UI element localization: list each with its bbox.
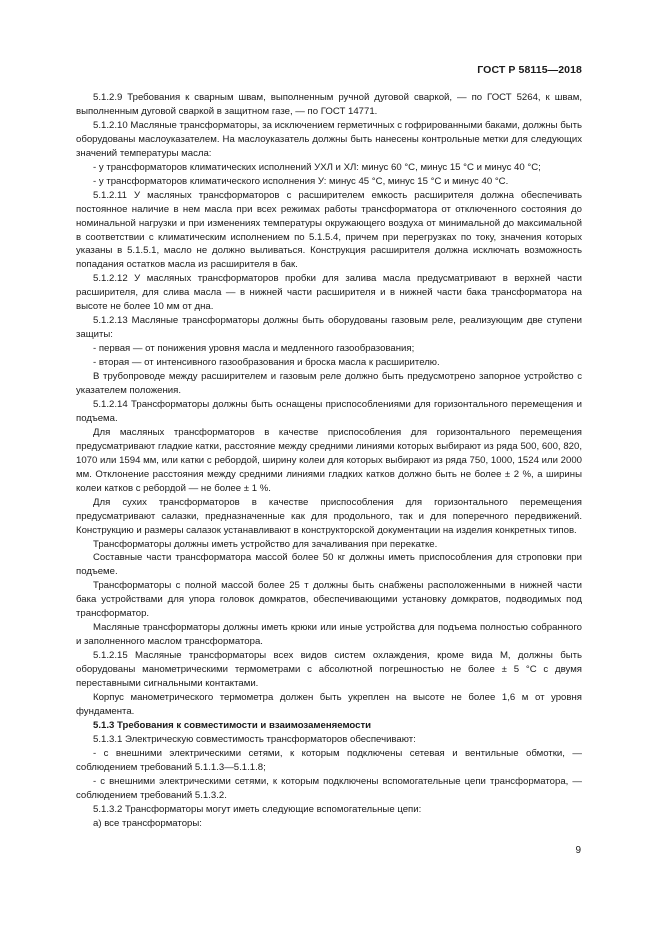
paragraph: Корпус манометрического термометра должен быть укреплен на высоте не более 1,6 м от уровня фундамента. [76,691,582,717]
document-body [76,91,582,831]
paragraph: 5.1.2.13 Масляные трансформаторы должны быть оборудованы газовым реле, реализующим две ступени защиты: [76,315,582,341]
paragraph: 5.1.2.9 Требования к сварным швам, выполненным ручной дуговой сваркой, — по ГОСТ 5264, к швам, выполненным дуговой сваркой в защитном газе, — по ГОСТ 14771. [76,92,582,117]
paragraph: а) все трансформаторы: [93,817,202,829]
paragraph: - первая — от понижения уровня масла и медленного газообразования; [93,343,415,355]
paragraph: Для масляных трансформаторов в качестве приспособления для горизонтального перемещения предусматривают гладкие катки, расстояние между средними линиями которых выбирают из ряда 500, 600, 820, 1070 или 1594 мм, или катки с ребордой, ширину колеи для которых выбирают из ряда 750, 1000, 1524 или 2000 мм. Отклонение расстояния между средними линиями гладких катков должно быть не более ± 2 %, а ширины колеи катков с ребордой — не более ± 1 %. [76,426,582,494]
paragraph: - с внешними электрическими сетями, к которым подключены сетевая и вентильные обмотки, — соблюдением требований 5.1.1.3—5.1.1.8; [76,747,582,773]
paragraph: Трансформаторы с полной массой более 25 т должны быть снабжены расположенными в нижней части бака устройствами для упора головок домкратов, обеспечивающими установку домкратов, подводимых под трансформатор. [76,580,582,620]
paragraph: Для сухих трансформаторов в качестве приспособления для горизонтального перемещения предусматривают салазки, предназначенные как для продольного, так и для поперечного передвижений. Конструкцию и размеры салазок устанавливают в конструкторской документации на изделия конкретных типов. [76,496,582,536]
paragraph: 5.1.2.10 Масляные трансформаторы, за исключением герметичных с гофрированными баками, должны быть оборудованы маслоуказателем. На маслоуказатель должны быть нанесены контрольные метки для следующих значений температуры масла: [76,119,582,159]
paragraph: - вторая — от интенсивного газообразования и броска масла к расширителю. [93,357,440,369]
paragraph: - у трансформаторов климатических исполнений УХЛ и ХЛ: минус 60 °С, минус 15 °С и минус 40 °С; [93,161,541,173]
paragraph: 5.1.2.15 Масляные трансформаторы всех видов систем охлаждения, кроме вида М, должны быть оборудованы манометрическими термометрами с абсолютной погрешностью не более ± 5 °С с двумя переставными сигнальными контактами. [76,650,582,690]
paragraph: 5.1.2.11 У масляных трансформаторов с расширителем емкость расширителя должна обеспечивать постоянное наличие в нем масла при всех режимах работы трансформатора от отключенного состояния до номинальной нагрузки и при изменениях температуры окружающего воздуха от минимальной до максимальной в соответствии с климатическим исполнением по 5.1.5.4, причем при перегрузках по току, значения которых указаны в 5.1.5.1, масло не должно выливаться. Конструкция расширителя должна исключать возможность попадания остатков масла из расширителя в бак. [76,189,582,271]
paragraph: Составные части трансформатора массой более 50 кг должны иметь приспособления для строповки при подъеме. [76,552,582,578]
paragraph: 5.1.3.2 Трансформаторы могут иметь следующие вспомогательные цепи: [93,803,422,815]
paragraph: - у трансформаторов климатического исполнения У: минус 45 °С, минус 15 °С и минус 40 °С. [93,175,509,187]
page-number: 9 [575,845,581,856]
paragraph: В трубопроводе между расширителем и газовым реле должно быть предусмотрено запорное устройство с указателем положения. [76,371,582,397]
paragraph: 5.1.2.12 У масляных трансформаторов пробки для залива масла предусматривают в верхней части расширителя, для слива масла — в нижней части расширителя и в нижней части бака трансформатора на высоте не более 10 мм от дна. [76,273,582,313]
paragraph: 5.1.3.1 Электрическую совместимость трансформаторов обеспечивают: [93,733,416,745]
document-header: ГОСТ Р 58115—2018 [477,64,582,76]
paragraph: - с внешними электрическими сетями, к которым подключены вспомогательные цепи трансформатора, — соблюдением требований 5.1.3.2. [76,775,582,801]
paragraph: 5.1.2.14 Трансформаторы должны быть оснащены приспособлениями для горизонтального перемещения и подъема. [76,398,582,424]
paragraph: Трансформаторы должны иметь устройство для зачаливания при перекатке. [93,538,438,550]
section-heading: 5.1.3 Требования к совместимости и взаимозаменяемости [93,719,372,731]
paragraph: Масляные трансформаторы должны иметь крюки или иные устройства для подъема полностью собранного и заполненного маслом трансформатора. [76,622,582,648]
